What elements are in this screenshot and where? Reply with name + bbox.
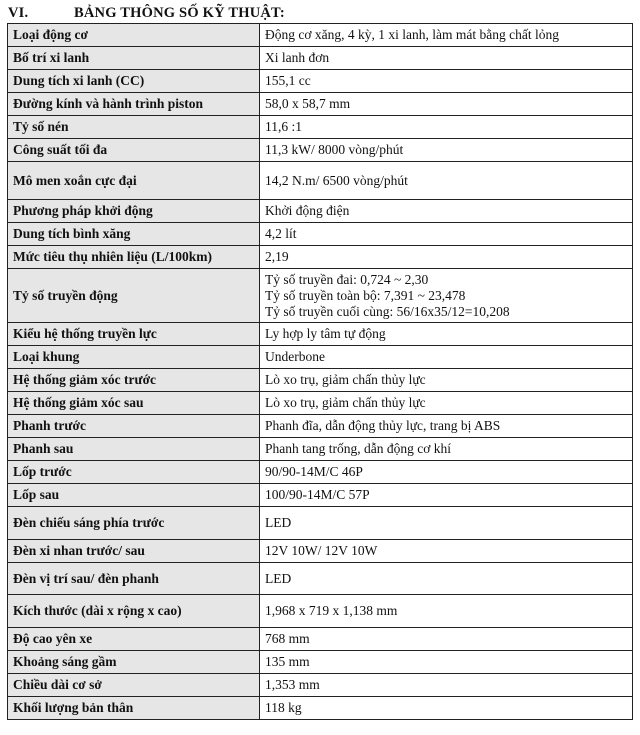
- spec-row: [8, 139, 633, 162]
- spec-row: [8, 595, 633, 628]
- spec-label: Đường kính và hành trình piston: [8, 93, 260, 116]
- spec-value-line: Lò xo trụ, giảm chấn thủy lực: [265, 395, 426, 410]
- spec-row: [8, 628, 633, 651]
- spec-value-line: Phanh tang trống, dẫn động cơ khí: [265, 441, 451, 456]
- spec-value-line: 118 kg: [265, 700, 302, 715]
- spec-value-line: 14,2 N.m/ 6500 vòng/phút: [265, 172, 408, 188]
- spec-value: [260, 540, 633, 563]
- section-number: VI.: [8, 4, 29, 21]
- spec-value-line: 11,3 kW/ 8000 vòng/phút: [265, 142, 404, 157]
- spec-row: [8, 415, 633, 438]
- spec-value: [260, 139, 633, 162]
- spec-row: [8, 246, 633, 269]
- spec-value: [260, 269, 633, 323]
- spec-label: Mô men xoắn cực đại: [8, 162, 260, 200]
- spec-label: Đèn vị trí sau/ đèn phanh: [8, 563, 260, 595]
- spec-label: Loại khung: [8, 346, 260, 369]
- spec-value-line: 1,353 mm: [265, 677, 320, 692]
- spec-row: [8, 116, 633, 139]
- spec-row: [8, 563, 633, 595]
- spec-value-line: 135 mm: [265, 654, 310, 669]
- spec-label: Phương pháp khởi động: [8, 200, 260, 223]
- spec-value-line: 90/90-14M/C 46P: [265, 464, 363, 479]
- spec-label: Hệ thống giảm xóc sau: [8, 392, 260, 415]
- spec-value-line: Tỷ số truyền đai: 0,724 ~ 2,30: [265, 271, 429, 287]
- spec-label: Khoảng sáng gầm: [8, 651, 260, 674]
- spec-value-line: Xi lanh đơn: [265, 50, 330, 65]
- spec-label: Đèn xi nhan trước/ sau: [8, 540, 260, 563]
- spec-table: [7, 23, 633, 720]
- spec-value: [260, 438, 633, 461]
- spec-row: [8, 438, 633, 461]
- spec-label: Độ cao yên xe: [8, 628, 260, 651]
- spec-label: Mức tiêu thụ nhiên liệu (L/100km): [8, 246, 260, 269]
- spec-label: Hệ thống giảm xóc trước: [8, 369, 260, 392]
- spec-label: Loại động cơ: [8, 24, 260, 47]
- spec-value-line: Underbone: [265, 349, 325, 364]
- spec-label: Bố trí xi lanh: [8, 47, 260, 70]
- spec-row: [8, 323, 633, 346]
- spec-value-line: 100/90-14M/C 57P: [265, 487, 370, 502]
- spec-label: Tỷ số nén: [8, 116, 260, 139]
- spec-row: [8, 70, 633, 93]
- spec-value-line: Tỷ số truyền cuối cùng: 56/16x35/12=10,208: [265, 303, 510, 319]
- spec-value: [260, 47, 633, 70]
- spec-label: Lốp trước: [8, 461, 260, 484]
- spec-value-line: 1,968 x 719 x 1,138 mm: [265, 603, 398, 618]
- spec-value-line: LED: [265, 515, 292, 530]
- spec-value-line: Tỷ số truyền toàn bộ: 7,391 ~ 23,478: [265, 287, 466, 303]
- spec-value: [260, 674, 633, 697]
- spec-value: [260, 507, 633, 540]
- spec-row: [8, 269, 633, 323]
- spec-row: [8, 47, 633, 70]
- spec-label: Dung tích xi lanh (CC): [8, 70, 260, 93]
- spec-value: [260, 628, 633, 651]
- spec-value-line: Ly hợp ly tâm tự động: [265, 326, 386, 341]
- spec-row: [8, 369, 633, 392]
- spec-row: [8, 223, 633, 246]
- spec-value-line: 768 mm: [265, 631, 310, 646]
- spec-value: [260, 223, 633, 246]
- spec-value: [260, 392, 633, 415]
- spec-value-line: 12V 10W/ 12V 10W: [265, 543, 378, 558]
- spec-label: Lốp sau: [8, 484, 260, 507]
- spec-row: [8, 392, 633, 415]
- spec-label: Phanh sau: [8, 438, 260, 461]
- spec-row: [8, 461, 633, 484]
- spec-row: [8, 162, 633, 200]
- spec-value-line: LED: [265, 570, 292, 586]
- spec-value-line: 4,2 lít: [265, 226, 297, 241]
- spec-value-line: 58,0 x 58,7 mm: [265, 96, 351, 111]
- spec-value: [260, 369, 633, 392]
- spec-label: Công suất tối đa: [8, 139, 260, 162]
- spec-label: Chiều dài cơ sở: [8, 674, 260, 697]
- spec-row: [8, 346, 633, 369]
- spec-value-line: 2,19: [265, 249, 289, 264]
- spec-value-line: Khởi động điện: [265, 203, 350, 218]
- spec-label: Phanh trước: [8, 415, 260, 438]
- spec-value-line: 155,1 cc: [265, 73, 311, 88]
- spec-row: [8, 507, 633, 540]
- spec-value: [260, 563, 633, 595]
- spec-label: Đèn chiếu sáng phía trước: [8, 507, 260, 540]
- spec-value-line: 11,6 :1: [265, 119, 302, 134]
- spec-value: [260, 484, 633, 507]
- spec-label: Kiểu hệ thống truyền lực: [8, 323, 260, 346]
- spec-value: [260, 697, 633, 720]
- spec-value: [260, 24, 633, 47]
- spec-row: [8, 674, 633, 697]
- spec-table-body: [8, 24, 633, 720]
- spec-value: [260, 461, 633, 484]
- spec-value: [260, 415, 633, 438]
- spec-value: [260, 70, 633, 93]
- spec-value: [260, 116, 633, 139]
- spec-label: Kích thước (dài x rộng x cao): [8, 595, 260, 628]
- spec-value-line: Động cơ xăng, 4 kỳ, 1 xi lanh, làm mát bằng chất lỏng: [265, 27, 559, 42]
- spec-value: [260, 323, 633, 346]
- spec-value-line: Phanh đĩa, dẫn động thủy lực, trang bị ABS: [265, 418, 501, 433]
- spec-value: [260, 246, 633, 269]
- spec-value: [260, 162, 633, 200]
- spec-value: [260, 346, 633, 369]
- section-title: BẢNG THÔNG SỐ KỸ THUẬT:: [74, 4, 285, 21]
- spec-row: [8, 697, 633, 720]
- spec-value: [260, 93, 633, 116]
- spec-value: [260, 200, 633, 223]
- spec-value: [260, 595, 633, 628]
- spec-row: [8, 540, 633, 563]
- spec-label: Dung tích bình xăng: [8, 223, 260, 246]
- section-heading: [8, 3, 285, 23]
- spec-row: [8, 200, 633, 223]
- spec-label: Tỷ số truyền động: [8, 269, 260, 323]
- spec-row: [8, 24, 633, 47]
- spec-label: Khối lượng bản thân: [8, 697, 260, 720]
- spec-value-line: Lò xo trụ, giảm chấn thủy lực: [265, 372, 426, 387]
- spec-value: [260, 651, 633, 674]
- spec-row: [8, 651, 633, 674]
- spec-row: [8, 484, 633, 507]
- spec-row: [8, 93, 633, 116]
